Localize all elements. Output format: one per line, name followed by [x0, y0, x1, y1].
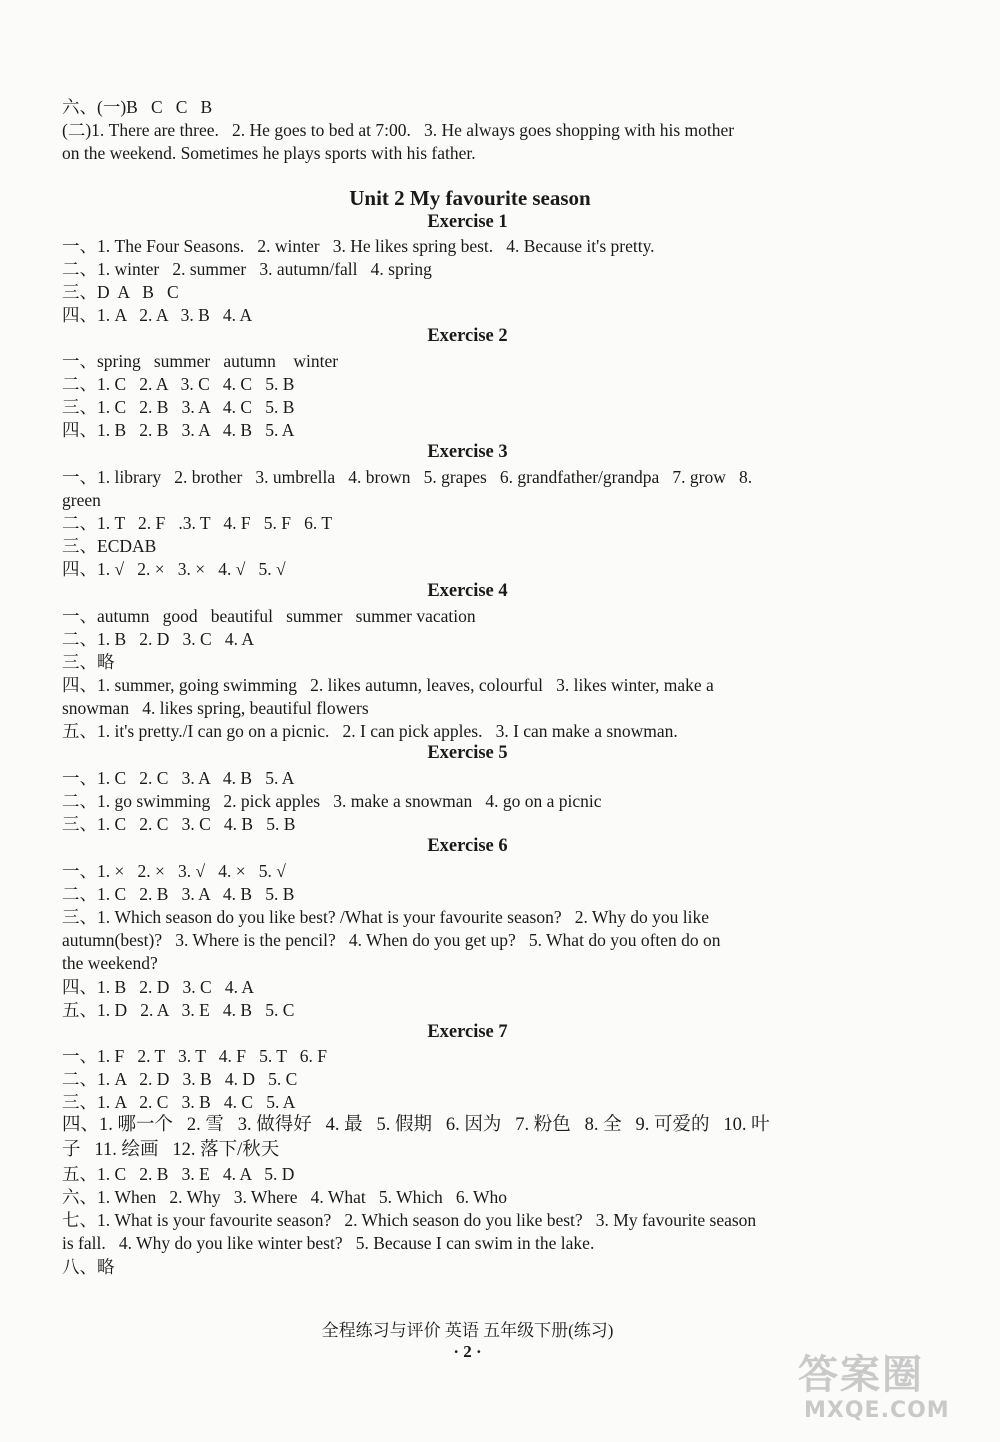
answer-line: 三、略 [62, 652, 115, 672]
answer-line: 五、1. it's pretty./I can go on a picnic. 2. I can pick apples. 3. I can make a snowman. [62, 721, 678, 741]
answer-line: 七、1. What is your favourite season? 2. Which season do you like best? 3. My favourite season [62, 1210, 757, 1230]
answer-line: 二、1. winter 2. summer 3. autumn/fall 4. spring [62, 259, 432, 279]
answer-line: 一、1. library 2. brother 3. umbrella 4. brown 5. grapes 6. grandfather/grandpa 7. grow 8. [62, 467, 753, 487]
answer-line: 四、1. A 2. A 3. B 4. A [62, 305, 253, 325]
answer-line: 二、1. B 2. D 3. C 4. A [62, 629, 255, 649]
answer-line: 六、1. When 2. Why 3. Where 4. What 5. Which 6. Who [62, 1187, 508, 1207]
answer-line: 四、1. 哪一个 2. 雪 3. 做得好 4. 最 5. 假期 6. 因为 7. 粉色 8. 全 9. 可爱的 10. 叶 [62, 1115, 770, 1135]
watermark-logo [798, 1352, 988, 1432]
answer-line: 一、spring summer autumn winter [62, 351, 339, 371]
answer-line: 四、1. √ 2. × 3. × 4. √ 5. √ [62, 559, 286, 579]
answer-line: the weekend? [62, 953, 158, 973]
answer-line: 一、1. × 2. × 3. √ 4. × 5. √ [62, 861, 286, 881]
answer-line: 一、1. The Four Seasons. 2. winter 3. He likes spring best. 4. Because it's pretty. [62, 236, 655, 256]
answer-line: 二、1. T 2. F .3. T 4. F 5. F 6. T [62, 513, 333, 533]
answer-line: 一、1. F 2. T 3. T 4. F 5. T 6. F [62, 1046, 327, 1066]
answer-line: 二、1. go swimming 2. pick apples 3. make a snowman 4. go on a picnic [62, 791, 602, 811]
answer-line: 三、1. C 2. C 3. C 4. B 5. B [62, 814, 296, 834]
exercise-heading: Exercise 7 [427, 1022, 508, 1042]
answer-line: 五、1. D 2. A 3. E 4. B 5. C [62, 1000, 295, 1020]
answer-line: 四、1. summer, going swimming 2. likes autumn, leaves, colourful 3. likes winter, make a [62, 675, 714, 695]
answer-line: 二、1. A 2. D 3. B 4. D 5. C [62, 1069, 298, 1089]
answer-line: 三、D A B C [62, 282, 179, 302]
answer-line: 三、1. A 2. C 3. B 4. C 5. A [62, 1092, 296, 1112]
answer-line: on the weekend. Sometimes he plays sports with his father. [62, 143, 476, 163]
answer-line: 三、1. Which season do you like best? /What is your favourite season? 2. Why do you like [62, 907, 710, 927]
exercise-heading: Exercise 2 [427, 326, 508, 346]
answer-line: is fall. 4. Why do you like winter best? 5. Because I can swim in the lake. [62, 1233, 595, 1253]
answer-line: 四、1. B 2. B 3. A 4. B 5. A [62, 420, 295, 440]
footer-title: 全程练习与评价 英语 五年级下册(练习) [321, 1321, 614, 1340]
answer-line: 子 11. 绘画 12. 落下/秋天 [62, 1140, 280, 1160]
answer-line: green [62, 490, 101, 510]
watermark-url: MXQE.COM [804, 1398, 950, 1423]
answer-line: autumn(best)? 3. Where is the pencil? 4. When do you get up? 5. What do you often do on [62, 930, 721, 950]
unit-title: Unit 2 My favourite season [349, 186, 591, 210]
watermark-text: 答案圈 [798, 1352, 924, 1398]
exercise-heading: Exercise 4 [427, 581, 508, 601]
answer-line: (二)1. There are three. 2. He goes to bed at 7:00. 3. He always goes shopping with his mother [62, 120, 735, 140]
exercise-heading: Exercise 5 [427, 743, 508, 763]
answer-line: 八、略 [62, 1257, 115, 1277]
exercise-heading: Exercise 3 [427, 442, 508, 462]
answer-line: 三、ECDAB [62, 536, 157, 556]
answer-line: 二、1. C 2. A 3. C 4. C 5. B [62, 374, 295, 394]
answer-line: 一、autumn good beautiful summer summer vacation [62, 606, 476, 626]
page-number: · 2 · [453, 1342, 482, 1361]
answer-line: 一、1. C 2. C 3. A 4. B 5. A [62, 768, 295, 788]
answer-line: 四、1. B 2. D 3. C 4. A [62, 977, 255, 997]
answer-line: 二、1. C 2. B 3. A 4. B 5. B [62, 884, 295, 904]
answer-line: 五、1. C 2. B 3. E 4. A 5. D [62, 1164, 295, 1184]
answer-line: 三、1. C 2. B 3. A 4. C 5. B [62, 397, 295, 417]
exercise-heading: Exercise 6 [427, 836, 508, 856]
exercise-heading: Exercise 1 [427, 212, 508, 232]
answer-line: snowman 4. likes spring, beautiful flowers [62, 698, 369, 718]
answer-line: 六、(一)B C C B [62, 97, 213, 117]
